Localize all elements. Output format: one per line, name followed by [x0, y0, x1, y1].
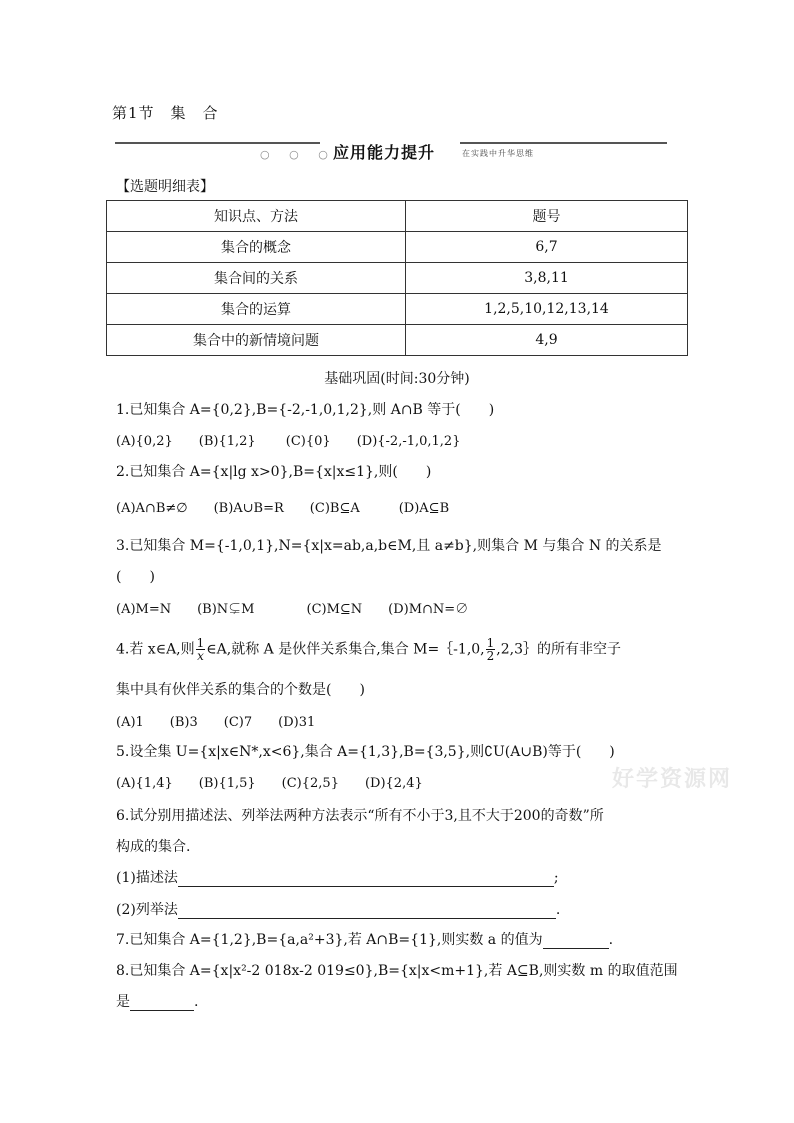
- question-4-stem-cont: 集中具有伙伴关系的集合的个数是( ): [116, 682, 365, 698]
- question-8-stem: 8.已知集合 A={x|x²-2 018x-2 019≤0},B={x|x<m+1},若 A⊆B,则实数 m 的取值范围: [116, 963, 678, 979]
- question-6-part-1: [116, 867, 559, 887]
- fraction-numerator: 1: [196, 636, 205, 650]
- question-8-end: .: [194, 994, 199, 1010]
- question-6-stem: 6.试分别用描述法、列举法两种方法表示“所有不小于3,且不大于200的奇数”所: [116, 808, 604, 824]
- question-4-stem: [116, 637, 621, 662]
- table-row: [107, 294, 688, 325]
- fraction-numerator: 1: [486, 636, 495, 650]
- table-row: [107, 263, 688, 294]
- banner-dots: ○ ○ ○: [260, 148, 336, 161]
- question-7-stem: [116, 929, 613, 949]
- question-8-stem-cont: [116, 991, 198, 1011]
- question-3-options: (A)M=N (B)N⊊M (C)M⊆N (D)M∩N=∅: [116, 602, 469, 617]
- table-cell: 4,9: [406, 325, 688, 356]
- question-5-stem: 5.设全集 U={x|x∈N*,x<6},集合 A={1,3},B={3,5},则∁U(A∪B)等于( ): [116, 744, 615, 760]
- question-5-options: (A){1,4} (B){1,5} (C){2,5} (D){2,4}: [116, 776, 423, 791]
- table-cell: 3,8,11: [406, 263, 688, 294]
- question-2-stem: 2.已知集合 A={x|lg x>0},B={x|x≤1},则( ): [116, 464, 432, 480]
- table-cell: 6,7: [406, 232, 688, 263]
- table-cell: 集合的概念: [107, 232, 406, 263]
- question-4-text-a: 4.若 x∈A,则: [116, 641, 195, 658]
- watermark: 好学资源网: [612, 766, 733, 792]
- table-cell: 1,2,5,10,12,13,14: [406, 294, 688, 325]
- question-8-text: 是: [116, 994, 130, 1010]
- fraction-denominator: 2: [486, 649, 495, 663]
- header-cell-numbers: 题号: [406, 201, 688, 232]
- part-1-label: (1)描述法: [116, 870, 178, 886]
- fraction-denominator: x: [197, 649, 204, 663]
- question-7-end: .: [608, 932, 614, 948]
- question-6-stem-cont: 构成的集合.: [116, 839, 191, 855]
- topic-table: [106, 200, 688, 356]
- fraction-one-over-x: [196, 637, 206, 662]
- question-2-options: (A)A∩B≠∅ (B)A∪B=R (C)B⊆A (D)A⊆B: [116, 501, 450, 516]
- question-7-text: 7.已知集合 A={1,2},B={a,a²+3},若 A∩B={1},则实数 a 的值为: [116, 932, 543, 948]
- answer-blank[interactable]: [543, 934, 609, 949]
- section-title: 第1节 集 合: [112, 104, 219, 122]
- part-2-label: (2)列举法: [116, 902, 178, 918]
- answer-blank[interactable]: [178, 904, 556, 919]
- question-1-options: (A){0,2} (B){1,2} (C){0} (D){-2,-1,0,1,2}: [116, 434, 461, 449]
- question-3-stem: 3.已知集合 M={-1,0,1},N={x|x=ab,a,b∈M,且 a≠b},则集合 M 与集合 N 的关系是: [116, 538, 662, 554]
- table-row: [107, 232, 688, 263]
- question-4-text-b: ∈A,就称 A 是伙伴关系集合,集合 M=｛-1,0,: [206, 641, 485, 658]
- banner-subtitle: 在实践中升华思维: [462, 149, 534, 158]
- question-4-options: (A)1 (B)3 (C)7 (D)31: [116, 715, 316, 730]
- table-header-row: [107, 201, 688, 232]
- table-row: [107, 325, 688, 356]
- table-cell: 集合间的关系: [107, 263, 406, 294]
- question-4-text-c: ,2,3｝的所有非空子: [496, 641, 621, 658]
- question-1-stem: 1.已知集合 A={0,2},B={-2,-1,0,1,2},则 A∩B 等于( ): [116, 402, 495, 418]
- fraction-one-half: [486, 637, 496, 662]
- banner-right-rule: [460, 142, 667, 144]
- section-heading: 基础巩固(时间:30分钟): [324, 371, 470, 387]
- question-3-stem-cont: ( ): [116, 569, 155, 585]
- answer-blank[interactable]: [130, 996, 194, 1011]
- banner-title: 应用能力提升: [333, 143, 436, 162]
- section-banner: [115, 138, 667, 164]
- banner-left-rule: [115, 142, 320, 144]
- question-6-part-2: [116, 899, 560, 919]
- table-caption: 【选题明细表】: [116, 179, 214, 195]
- answer-blank[interactable]: [178, 872, 554, 887]
- part-1-end: ;: [553, 870, 559, 886]
- header-cell-topic: 知识点、方法: [107, 201, 406, 232]
- table-cell: 集合中的新情境问题: [107, 325, 406, 356]
- table-cell: 集合的运算: [107, 294, 406, 325]
- part-2-end: .: [555, 902, 561, 918]
